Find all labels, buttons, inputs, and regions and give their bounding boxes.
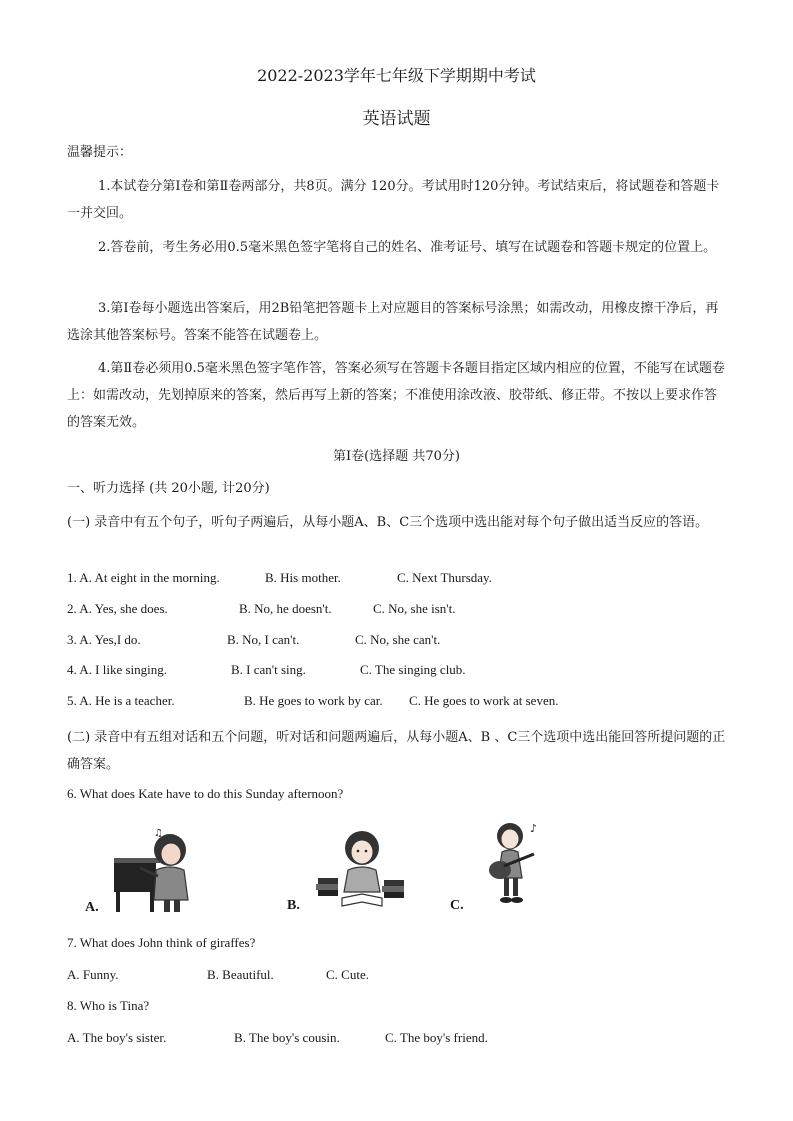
q6-question: 6. What does Kate have to do this Sunday afternoon?: [67, 786, 344, 801]
sub1-instructions: (一) 录音中有五个句子，听句子两遍后，从每小题A、B、C三个选项中选出能对每个句子做出适当反应的答语。: [67, 515, 709, 530]
exam-subtitle: 英语试题: [362, 109, 431, 129]
q7-option-c: C. Cute.: [326, 967, 369, 982]
q2-option-a: 2. A. Yes, she does.: [67, 601, 168, 616]
guitar-girl-picture: [484, 818, 554, 910]
q6-label-c: C.: [450, 898, 464, 913]
q3-option-b: B. No, I can't.: [227, 632, 300, 647]
q2-option-b: B. No, he doesn't.: [239, 601, 332, 616]
q4-option-b: B. I can't sing.: [231, 662, 306, 677]
notice-item-4: 4.第Ⅱ卷必须用0.5毫米黑色签字笔作答，答案必须写在答题卡各题目指定区域内相应的位置，不能写在试题卷上：如需改动，先划掉原来的答案，然后再写上新的答案；不准使用涂改液、胶带纸、修正带。不按以上要求作答的答案无效。: [67, 361, 725, 430]
notice-item-2: 2.答卷前，考生务必用0.5毫米黑色签字笔将自己的姓名、准考证号、填写在试题卷和答题卡规定的位置上。: [98, 240, 717, 255]
q2-option-c: C. No, she isn't.: [373, 601, 456, 616]
notice-item-1: 1.本试卷分第Ⅰ卷和第Ⅱ卷两部分，共8页。满分 120分。考试用时120分钟。考试结束后，将试题卷和答题卡一并交回。: [67, 179, 720, 221]
q8-question: 8. Who is Tina?: [67, 998, 150, 1013]
q4-option-c: C. The singing club.: [360, 662, 466, 677]
notice-item-3: 3.第Ⅰ卷每小题选出答案后，用2B铅笔把答题卡上对应题目的答案标号涂黑；如需改动，用橡皮擦干净后，再选涂其他答案标号。答案不能答在试题卷上。: [67, 301, 719, 343]
q5-option-a: 5. A. He is a teacher.: [67, 693, 175, 708]
q1-option-b: B. His mother.: [265, 570, 341, 585]
q7-option-b: B. Beautiful.: [207, 967, 274, 982]
q5-option-b: B. He goes to work by car.: [244, 693, 383, 708]
q1-option-a: 1. A. At eight in the morning.: [67, 570, 220, 585]
svg-text:♪: ♪: [530, 822, 538, 835]
exam-title: 2022-2023学年七年级下学期期中考试: [257, 66, 536, 85]
q4-option-a: 4. A. I like singing.: [67, 662, 168, 677]
q6-label-b: B.: [287, 898, 300, 913]
sub2-instructions: (二) 录音中有五组对话和五个问题，听对话和问题两遍后，从每小题A、B 、C三个选项中选出能回答所提问题的正确答案。: [67, 730, 726, 772]
piano-girl-picture: [110, 822, 210, 914]
q7-question: 7. What does John think of giraffes?: [67, 935, 256, 950]
notice-heading: 温馨提示：: [67, 145, 133, 160]
q1-option-c: C. Next Thursday.: [397, 570, 492, 585]
q3-option-c: C. No, she can't.: [355, 632, 441, 647]
q8-option-a: A. The boy's sister.: [67, 1030, 167, 1045]
reading-girl-picture: [312, 826, 412, 912]
q6-label-a: A.: [85, 900, 99, 915]
part1-title: 第Ⅰ卷(选择题 共70分): [333, 449, 460, 464]
q8-option-b: B. The boy's cousin.: [234, 1030, 340, 1045]
q3-option-a: 3. A. Yes,I do.: [67, 632, 141, 647]
q8-option-c: C. The boy's friend.: [385, 1030, 488, 1045]
section1-heading: 一、听力选择 (共 20小题, 计20分): [67, 481, 270, 496]
svg-text:♫: ♫: [154, 828, 163, 839]
q7-option-a: A. Funny.: [67, 967, 119, 982]
q5-option-c: C. He goes to work at seven.: [409, 693, 559, 708]
